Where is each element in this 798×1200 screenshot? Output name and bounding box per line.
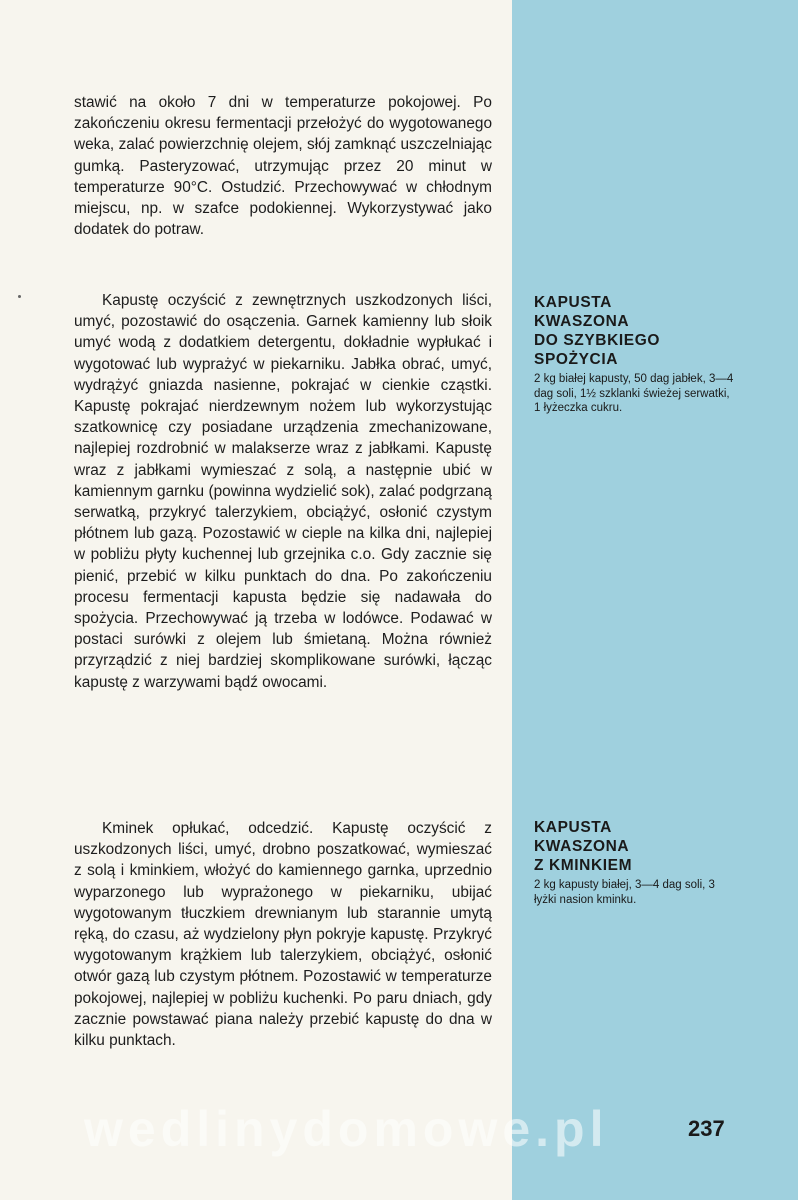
recipe-1-ingredients: 2 kg białej kapusty, 50 dag jabłek, 3—4 dag soli, 1½ szklanki świeżej serwatki, 1 łyżeczka cukru. (534, 373, 734, 415)
recipe-2-ingredients: 2 kg kapusty białej, 3—4 dag soli, 3 łyżki nasion kminku. (534, 879, 715, 906)
recipe-sidebar (512, 0, 798, 1200)
watermark: wedlinydomowe.pl (84, 1101, 609, 1157)
intro-paragraph: stawić na około 7 dni w temperaturze pokojowej. Po zakończeniu okresu fermentacji przełożyć do wygotowanego weka, zalać powierzchnię olejem, słój zamknąć uszczelniając gumką. Pasteryzować, utrzymując przez 20 minut w temperaturze 90°C. Ostudzić. Przechowywać w chłodnym miejscu, np. w szafce podokiennej. Wykorzystywać jako dodatek do potraw. (74, 94, 492, 239)
recipe-1-title: KAPUSTA KWASZONA DO SZYBKIEGO SPOŻYCIA (534, 294, 661, 368)
page-speck (18, 295, 21, 298)
recipe-1-instructions: Kapustę oczyścić z zewnętrznych uszkodzonych liści, umyć, pozostawić do osączenia. Garnek kamienny lub słoik umyć wodą z dodatkiem detergentu, dokładnie wypłukać i wygotować lub wyprażyć w piekarniku. Jabłka obrać, umyć, wydrążyć gniazda nasienne, pokrajać w cienkie cząstki. Kapustę pokrajać nierdzewnym nożem lub wykorzystując szatkownicę czy posiadane urządzenia zmechanizowane, najlepiej rozdrobnić w malakserze wraz z jabłkami. Kapustę wraz z jabłkami wymieszać z solą, a następnie ubić w kamiennym garnku (powinna wydzielić sok), zalać podgrzaną serwatką, przykryć talerzykiem, obciążyć, osłonić czystym płótnem lub gazą. Pozostawić w cieple na kilka dni, najlepiej w pobliżu płyty kuchennej lub grzejnika c.o. Gdy zacznie się pienić, przebić w kilku punktach do dna. Po zakończeniu procesu fermentacji kapusta będzie się nadawała do spożycia. Przechowywać ją trzeba w lodówce. Podawać w postaci surówki z olejem lub śmietaną. Można również przyrządzić z niej bardziej skomplikowane surówki, łącząc kapustę z warzywami bądź owocami. (74, 292, 492, 691)
recipe-2-header (534, 818, 784, 907)
recipe-2-title: KAPUSTA KWASZONA Z KMINKIEM (534, 819, 633, 874)
recipe-2-instructions: Kminek opłukać, odcedzić. Kapustę oczyścić z uszkodzonych liści, umyć, drobno poszatkować, wymieszać z solą i kminkiem, włożyć do kamiennego garnka, uprzednio wyparzonego lub wyprażonego w piekarniku, ubijać wygotowanym tłuczkiem drewnianym lub starannie umytą ręką, do czasu, aż wydzielony płyn pokryje kapustę. Przykryć wygotowanym krążkiem lub talerzykiem, obciążyć, osłonić otwór gazą lub czystym płótnem. Pozostawić w temperaturze pokojowej, najlepiej w pobliżu kuchenki. Po paru dniach, gdy zacznie powstawać piana należy przebić kapustę do dna w kilku punktach. (74, 820, 492, 1050)
recipe-1-header (534, 293, 784, 416)
page-number: 237 (688, 1116, 725, 1141)
